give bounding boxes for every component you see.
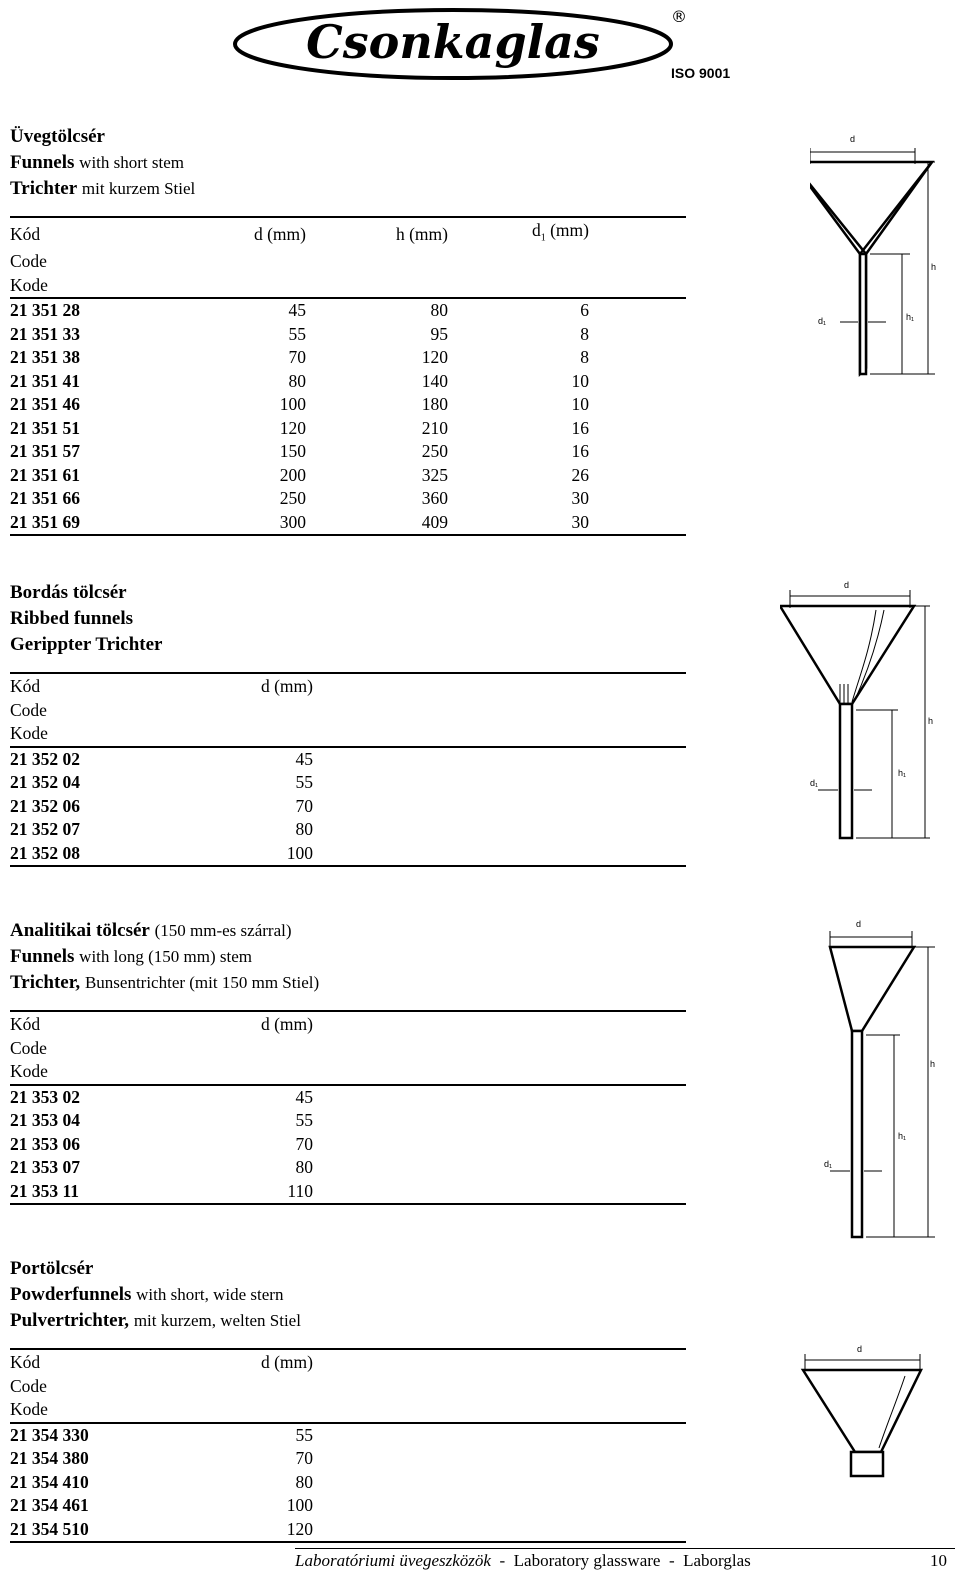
label-d: d	[857, 1344, 863, 1354]
table-row	[10, 818, 686, 842]
cell-code: 21 351 41	[10, 370, 80, 391]
label-d: d	[844, 580, 850, 590]
table-row	[10, 1447, 686, 1471]
table-row	[10, 440, 686, 464]
cell-code: 21 352 02	[10, 748, 80, 769]
table-row	[10, 298, 686, 323]
cell-code: 21 354 461	[10, 1495, 89, 1515]
cell-code: 21 351 61	[10, 464, 80, 485]
title-hu: Analitikai tölcsér	[10, 920, 150, 941]
header-code-en: Code	[10, 1037, 47, 1058]
cell-value: 30	[571, 488, 589, 508]
cell-value: 55	[295, 1110, 313, 1130]
csonkaglas-logo	[225, 2, 745, 82]
cell-value: 100	[130, 842, 313, 867]
cell-value: 120	[279, 417, 306, 438]
table-row	[10, 1109, 686, 1133]
label-d1: d₁	[818, 316, 827, 326]
cell-value: 30	[448, 511, 589, 536]
cell-code: 21 351 51	[10, 417, 80, 438]
title-en: Ribbed funnels	[10, 608, 134, 629]
logo-iso: ISO 9001	[671, 65, 731, 81]
header-d: d (mm)	[130, 217, 306, 250]
header-code: Kód	[10, 217, 130, 250]
label-h1: h₁	[898, 768, 907, 778]
label-d: d	[850, 134, 856, 144]
label-d1: d₁	[810, 778, 819, 788]
title-de: Trichter,	[10, 972, 81, 993]
cell-value: 250	[279, 488, 306, 508]
logo-brand: Csonkaglas	[306, 15, 600, 69]
cell-value: 80	[295, 1471, 313, 1492]
cell-value: 120	[130, 1518, 313, 1543]
cell-code: 21 351 38	[10, 347, 80, 367]
cell-value: 95	[430, 323, 448, 344]
header-d: d (mm)	[130, 1349, 313, 1375]
header-code: Kód	[10, 673, 130, 699]
cell-code: 21 354 380	[10, 1448, 89, 1468]
table-row	[10, 771, 686, 795]
table-row	[10, 1133, 686, 1157]
cell-value: 8	[580, 323, 589, 344]
cell-code: 21 353 06	[10, 1133, 80, 1154]
cell-code: 21 353 04	[10, 1110, 80, 1130]
header-d1: $d_1$ (mm)	[448, 217, 589, 250]
table-row	[10, 1085, 686, 1110]
section-powder-funnels	[10, 1256, 686, 1543]
spec-table	[10, 1348, 686, 1543]
header-d: d (mm)	[130, 1011, 313, 1037]
title-de-rest: mit kurzem Stiel	[81, 179, 196, 198]
powder-funnel-diagram	[795, 1340, 945, 1490]
table-row	[10, 464, 686, 488]
cell-value: 250	[421, 441, 448, 461]
title-de: Trichter	[10, 178, 78, 199]
cell-value: 80	[288, 370, 306, 391]
table-row	[10, 795, 686, 819]
title-en-rest: with short, wide stern	[136, 1285, 284, 1304]
cell-value: 80	[430, 300, 448, 320]
label-h1: h₁	[898, 1131, 907, 1141]
spec-table	[10, 216, 686, 536]
header-code-de: Kode	[10, 1398, 130, 1423]
title-de: Gerippter Trichter	[10, 634, 163, 655]
cell-value: 100	[286, 1495, 313, 1515]
cell-value: 80	[295, 819, 313, 839]
title-de-rest: mit kurzem, welten Stiel	[133, 1311, 301, 1330]
cell-value: 120	[421, 347, 448, 367]
cell-code: 21 353 02	[10, 1086, 80, 1107]
header-code-en: Code	[10, 699, 47, 720]
label-h1: h₁	[906, 312, 915, 322]
cell-value: 55	[288, 323, 306, 344]
cell-value: 8	[580, 347, 589, 367]
cell-code: 21 352 06	[10, 795, 80, 816]
cell-value: 325	[421, 464, 448, 485]
cell-value: 210	[421, 417, 448, 438]
logo-registered: ®	[671, 7, 687, 26]
table-row	[10, 1180, 686, 1205]
funnel-long-stem-diagram	[800, 915, 950, 1245]
cell-code: 21 353 07	[10, 1157, 80, 1177]
cell-value: 45	[288, 300, 306, 320]
title-en-rest: with long (150 mm) stem	[79, 947, 252, 966]
cell-value: 6	[580, 300, 589, 320]
cell-value: 409	[306, 511, 448, 536]
header-h: h (mm)	[306, 217, 448, 250]
header-code-de: Kode	[10, 1060, 130, 1085]
cell-value: 180	[421, 394, 448, 414]
page-number: 10	[930, 1551, 947, 1570]
ribbed-funnel-diagram	[780, 580, 950, 842]
footer-hu: Laboratóriumi üvegeszközök	[295, 1551, 491, 1570]
label-d: d	[856, 919, 862, 929]
cell-code: 21 352 08	[10, 842, 130, 867]
cell-code: 21 354 330	[10, 1424, 89, 1445]
cell-value: 140	[421, 370, 448, 391]
cell-code: 21 351 28	[10, 300, 80, 320]
footer-en: Laboratory glassware	[513, 1551, 661, 1570]
cell-code: 21 351 57	[10, 441, 80, 461]
cell-value: 10	[571, 370, 589, 391]
table-row	[10, 346, 686, 370]
footer-de: Laborglas	[683, 1551, 751, 1570]
spec-table	[10, 1010, 686, 1205]
cell-value: 100	[279, 394, 306, 414]
label-h: h	[931, 262, 937, 272]
cell-value: 45	[295, 1086, 313, 1107]
title-en: Funnels	[10, 946, 75, 967]
cell-value: 26	[571, 464, 589, 485]
header-code: Kód	[10, 1349, 130, 1375]
cell-value: 16	[571, 441, 589, 461]
cell-value: 55	[295, 772, 313, 792]
cell-value: 55	[295, 1424, 313, 1445]
cell-code: 21 352 04	[10, 772, 80, 792]
table-row	[10, 747, 686, 772]
cell-value: 70	[288, 347, 306, 367]
table-row	[10, 1156, 686, 1180]
cell-code: 21 351 69	[10, 511, 130, 536]
page-footer	[295, 1548, 955, 1571]
title-en-rest: with short stem	[79, 153, 185, 172]
label-h: h	[928, 716, 934, 726]
footer-sep-2: -	[668, 1551, 675, 1570]
table-row	[10, 393, 686, 417]
header-code-en: Code	[10, 251, 47, 271]
table-row	[10, 323, 686, 347]
title-en: Funnels	[10, 152, 75, 173]
header-d: d (mm)	[130, 673, 313, 699]
header-code: Kód	[10, 1011, 130, 1037]
section-short-stem-funnels	[10, 124, 686, 536]
cell-value: 70	[295, 1448, 313, 1468]
title-hu: Portölcsér	[10, 1258, 94, 1279]
table-row	[10, 370, 686, 394]
cell-code: 21 351 33	[10, 323, 80, 344]
spec-table	[10, 672, 686, 867]
cell-value: 150	[279, 441, 306, 461]
cell-code: 21 352 07	[10, 819, 80, 839]
section-ribbed-funnels	[10, 580, 686, 867]
title-hu: Bordás tölcsér	[10, 582, 127, 603]
section-analytical-funnels	[10, 918, 686, 1205]
table-row	[10, 1471, 686, 1495]
cell-value: 70	[295, 1133, 313, 1154]
title-hu-rest: (150 mm-es szárral)	[154, 921, 292, 940]
title-hu: Üvegtölcsér	[10, 126, 105, 147]
cell-code: 21 354 510	[10, 1518, 130, 1543]
table-row	[10, 1423, 686, 1448]
cell-value: 360	[421, 488, 448, 508]
cell-code: 21 351 66	[10, 488, 80, 508]
table-row	[10, 1494, 686, 1518]
cell-code: 21 351 46	[10, 394, 80, 414]
cell-value: 10	[571, 394, 589, 414]
cell-value: 110	[130, 1180, 313, 1205]
header-code-de: Kode	[10, 274, 130, 299]
cell-code: 21 353 11	[10, 1180, 130, 1205]
table-row	[10, 511, 686, 536]
label-d1: d₁	[824, 1159, 833, 1169]
cell-value: 16	[571, 417, 589, 438]
footer-sep-1: -	[499, 1551, 506, 1570]
table-row	[10, 842, 686, 867]
cell-code: 21 354 410	[10, 1471, 89, 1492]
label-h: h	[930, 1059, 936, 1069]
header-code-en: Code	[10, 1375, 47, 1396]
cell-value: 45	[295, 748, 313, 769]
title-de: Pulvertrichter,	[10, 1310, 130, 1331]
cell-value: 70	[295, 795, 313, 816]
table-row	[10, 1518, 686, 1543]
title-de-rest: Bunsentrichter (mit 150 mm Stiel)	[84, 973, 320, 992]
cell-value: 80	[295, 1157, 313, 1177]
header-code-de: Kode	[10, 722, 130, 747]
table-row	[10, 487, 686, 511]
table-row	[10, 417, 686, 441]
cell-value: 300	[130, 511, 306, 536]
title-en: Powderfunnels	[10, 1284, 132, 1305]
funnel-short-stem-diagram	[810, 130, 950, 380]
cell-value: 200	[279, 464, 306, 485]
